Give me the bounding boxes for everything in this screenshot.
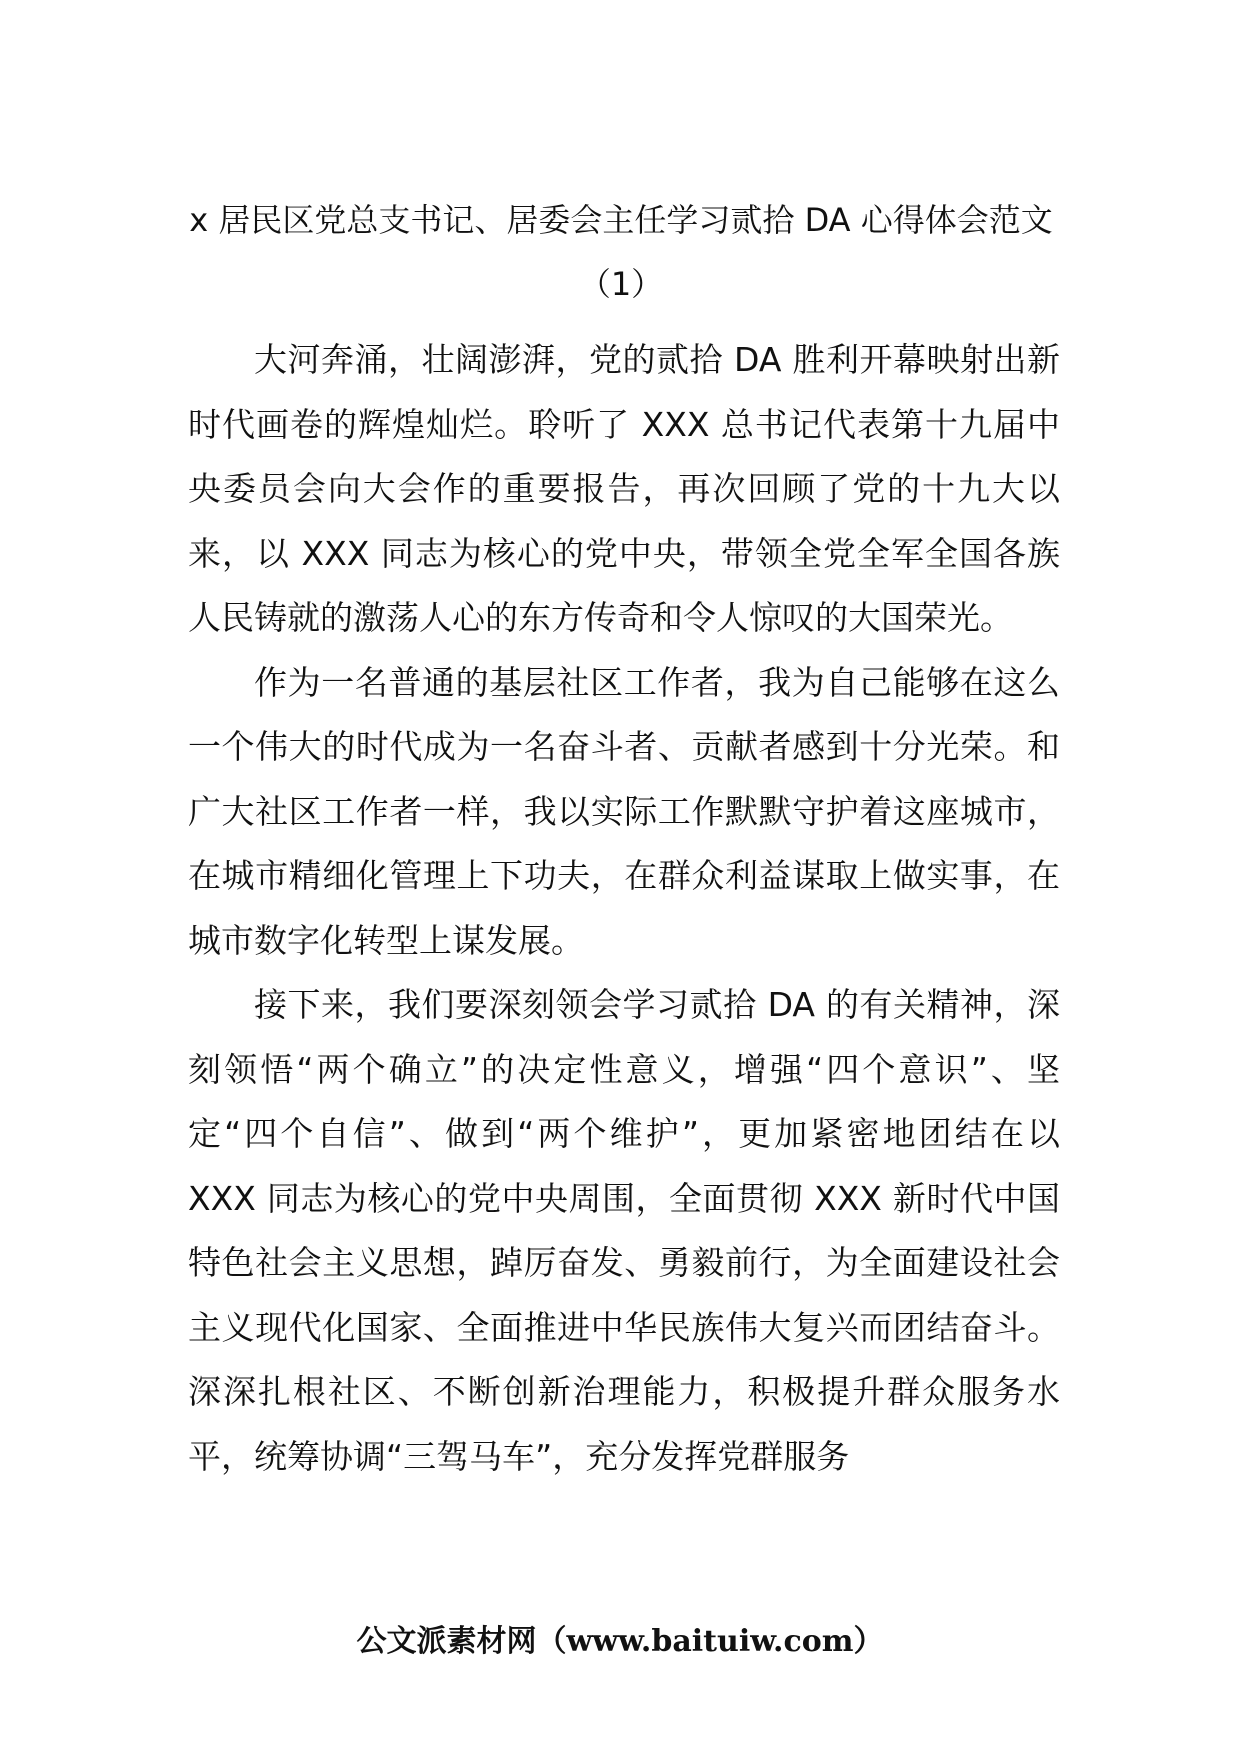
paragraph-2: 作为一名普通的基层社区工作者，我为自己能够在这么一个伟大的时代成为一名奋斗者、贡献者感到十分光荣。和广大社区工作者一样，我以实际工作默默守护着这座城市，在城市精细化管理上下功夫，在群众利益谋取上做实事，在城市数字化转型上谋发展。 xyxy=(188,662,1060,960)
paragraph-1: 大河奔涌，壮阔澎湃，党的贰拾 DA 胜利开幕映射出新时代画卷的辉煌灿烂。聆听了 XXX 总书记代表第十九届中央委员会向大会作的重要报告，再次回顾了党的十九大以来，以 XXX 同志为核心的党中央，带领全党全军全国各族人民铸就的激荡人心的东方传奇和令人惊叹的大国荣光。 xyxy=(188,340,1060,637)
document-body xyxy=(188,328,1060,1489)
document-title: x 居民区党总支书记、居委会主任学习贰拾 DA 心得体会范文（1） xyxy=(189,201,1053,303)
paragraph-3: 接下来，我们要深刻领会学习贰拾 DA 的有关精神，深刻领悟“两个确立”的决定性意义，增强“四个意识”、坚定“四个自信”、做到“两个维护”，更加紧密地团结在以 XXX 同志为核心的党中央周围，全面贯彻 XXX 新时代中国特色社会主义思想，踔厉奋发、勇毅前行，为全面建设社会主义现代化国家、全面推进中华民族伟大复兴而团结奋斗。深深扎根社区、不断创新治理能力，积极提升群众服务水平，统筹协调“三驾马车”，充分发挥党群服务 xyxy=(188,985,1060,1476)
footer-watermark: 公文派素材网（www.baituiw.com） xyxy=(356,1624,884,1659)
